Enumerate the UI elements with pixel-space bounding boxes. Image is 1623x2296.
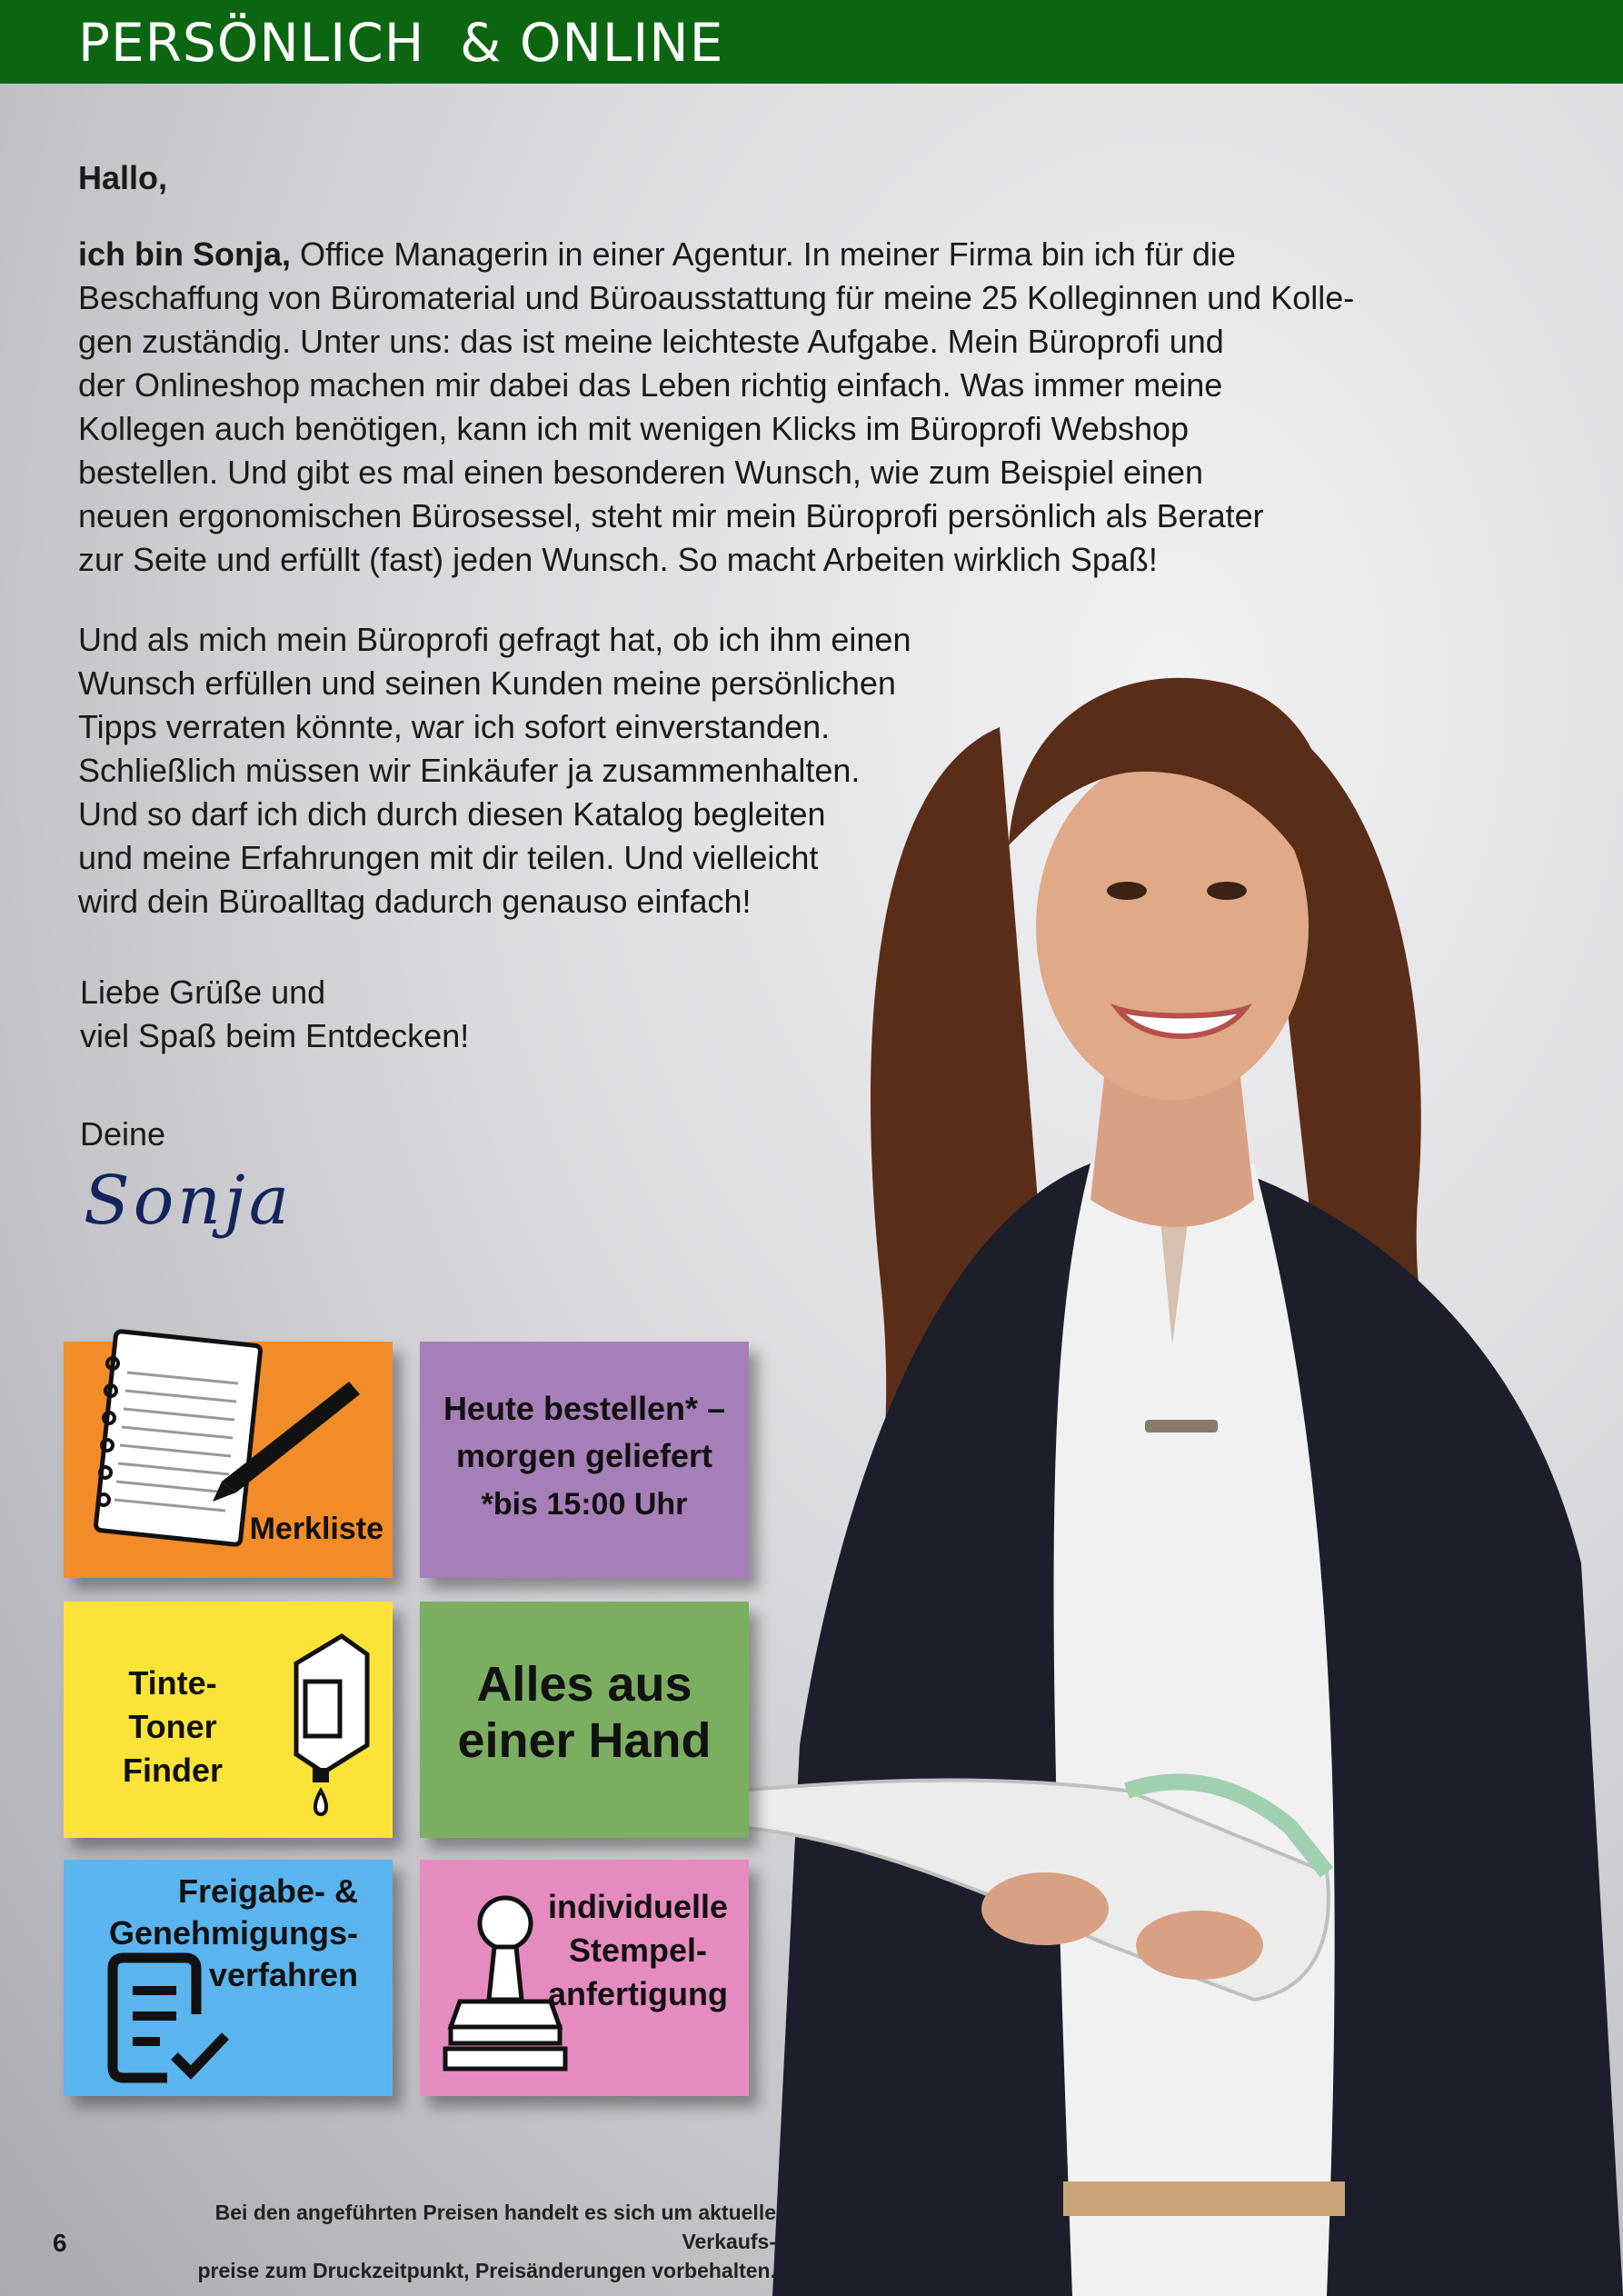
tile-delivery[interactable]	[420, 1342, 749, 1578]
stamp-line: Stempel-	[568, 1932, 708, 1969]
ink-finder-line: Finder	[122, 1752, 223, 1789]
approval-line: Genehmigungs-	[108, 1914, 358, 1952]
stamp-text	[547, 1885, 729, 2016]
intro-line: neuen ergonomischen Bürosessel, steht mir mein Büroprofi persönlich als Berater	[78, 497, 1264, 534]
signature: Sonja	[84, 1162, 293, 1240]
para-line: Und so darf ich dich durch diesen Katalog begleiten	[78, 795, 826, 833]
ink-cartridge-icon	[278, 1627, 378, 1822]
intro-line: der Onlineshop machen mir dabei das Leben richtig einfach. Was immer meine	[78, 366, 1223, 404]
footnote-line: Bei den angeführten Preisen handelt es sich um aktuelle Verkaufs-	[214, 2201, 776, 2253]
merkliste-label: Merkliste	[249, 1512, 383, 1546]
delivery-text	[420, 1385, 749, 1480]
para-line: wird dein Büroalltag dadurch genauso einfach!	[78, 883, 752, 920]
approval-line: Freigabe- &	[177, 1872, 358, 1910]
closing	[80, 971, 807, 1058]
ink-finder-line: Tinte-Toner	[128, 1664, 217, 1745]
delivery-note: *bis 15:00 Uhr	[481, 1487, 688, 1522]
tile-ink-toner-finder[interactable]	[64, 1602, 393, 1838]
tile-approval[interactable]	[64, 1860, 393, 2096]
one-stop-line: Alles aus	[476, 1657, 692, 1712]
delivery-line: morgen geliefert	[455, 1437, 713, 1474]
approval-document-icon	[104, 1951, 231, 2085]
intro-paragraph	[78, 233, 1459, 582]
intro-line: bestellen. Und gibt es mal einen besonderen Wunsch, wie zum Beispiel einen	[78, 454, 1204, 491]
stamp-line: individuelle	[547, 1888, 729, 1925]
closing-line: viel Spaß beim Entdecken!	[80, 1017, 470, 1054]
person-photo	[745, 654, 1623, 2296]
one-stop-text	[420, 1656, 749, 1769]
ink-finder-text	[91, 1662, 254, 1792]
stamp-line: anfertigung	[548, 1975, 728, 2012]
tile-merkliste[interactable]	[64, 1342, 393, 1578]
intro-line: Kollegen auch benötigen, kann ich mit wenigen Klicks im Büroprofi Webshop	[78, 410, 1190, 447]
delivery-line: Heute bestellen* –	[443, 1390, 726, 1427]
para-line: Wunsch erfüllen und seinen Kunden meine persönlichen	[78, 664, 896, 702]
para-line: und meine Erfahrungen mit dir teilen. Und vielleicht	[78, 839, 819, 876]
para-line: Tipps verraten könnte, war ich sofort einverstanden.	[78, 708, 831, 745]
footnote-line: preise zum Druckzeitpunkt, Preisänderungen vorbehalten.	[197, 2259, 776, 2282]
intro-bold: ich bin Sonja,	[78, 235, 292, 273]
intro-line: Office Managerin in einer Agentur. In meiner Firma bin ich für die	[291, 235, 1236, 273]
para-line: Und als mich mein Büroprofi gefragt hat, ob ich ihm einen	[78, 621, 911, 658]
para-line: Schließlich müssen wir Einkäufer ja zusammenhalten.	[78, 752, 861, 789]
greeting: Hallo,	[78, 159, 168, 196]
header-bar	[0, 0, 1623, 84]
approval-line: verfahren	[208, 1956, 358, 1993]
closing-line: Liebe Grüße und	[80, 973, 326, 1011]
intro-line: gen zuständig. Unter uns: das ist meine leichteste Aufgabe. Mein Büroprofi und	[78, 323, 1224, 360]
intro-line: zur Seite und erfüllt (fast) jeden Wunsch. So macht Arbeiten wirklich Spaß!	[78, 541, 1158, 578]
page-number: 6	[53, 2229, 67, 2257]
tile-stamp[interactable]	[420, 1860, 749, 2096]
price-footnote	[136, 2198, 776, 2285]
one-stop-line: einer Hand	[457, 1713, 712, 1768]
page-title: PERSÖNLICH & ONLINE	[78, 12, 724, 74]
tile-one-stop[interactable]	[420, 1602, 749, 1838]
sign-off: Deine	[80, 1115, 166, 1153]
intro-line: Beschaffung von Büromaterial und Büroausstattung für meine 25 Kolleginnen und Kolle-	[78, 279, 1355, 316]
